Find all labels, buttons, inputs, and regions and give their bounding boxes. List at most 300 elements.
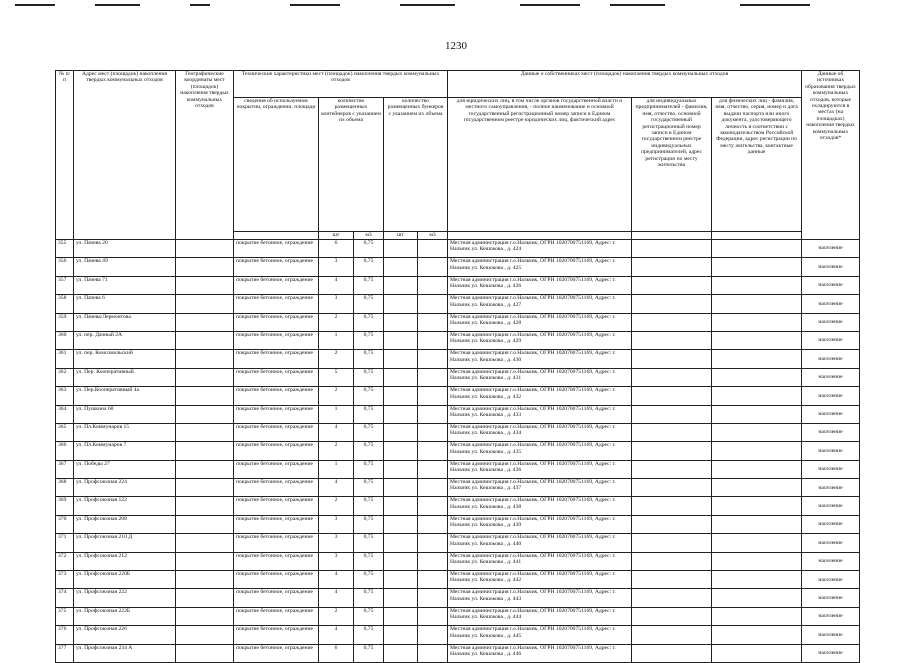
row-source: население: [802, 589, 860, 607]
row-bunker-volume: [418, 423, 448, 441]
row-source: население: [802, 607, 860, 625]
row-geo: [176, 442, 234, 460]
row-source: население: [802, 258, 860, 276]
row-legal-entity: Местная администрация г.о.Нальчик, ОГРН 1020700751169, Адрес: г. Нальчик ул. Кешокова , д. 443: [448, 589, 632, 607]
table-row: [56, 331, 860, 349]
row-address: ул. Пачева 6: [74, 295, 176, 313]
row-cover: покрытие бетонное, ограждение: [234, 442, 319, 460]
row-cover: покрытие бетонное, ограждение: [234, 534, 319, 552]
row-address: ул. Победы 27: [74, 460, 176, 478]
row-cover: покрытие бетонное, ограждение: [234, 497, 319, 515]
row-cover: покрытие бетонное, ограждение: [234, 479, 319, 497]
row-bunker-count: [384, 644, 418, 662]
row-bunker-count: [384, 350, 418, 368]
row-address: ул. Пачева/Лермонтова: [74, 313, 176, 331]
row-bunker-volume: [418, 497, 448, 515]
row-source: население: [802, 276, 860, 294]
row-source: население: [802, 552, 860, 570]
table-row: [56, 534, 860, 552]
row-entrepreneur: [632, 405, 712, 423]
row-container-count: 3: [319, 552, 354, 570]
row-source: население: [802, 240, 860, 258]
row-bunker-volume: [418, 258, 448, 276]
table-row: [56, 368, 860, 386]
row-container-volume: 0,75: [354, 331, 384, 349]
row-cover: покрытие бетонное, ограждение: [234, 460, 319, 478]
table-row: [56, 350, 860, 368]
row-source: население: [802, 442, 860, 460]
row-bunker-count: [384, 442, 418, 460]
row-bunker-count: [384, 423, 418, 441]
row-container-count: 2: [319, 607, 354, 625]
row-cover: покрытие бетонное, ограждение: [234, 515, 319, 533]
row-entrepreneur: [632, 258, 712, 276]
table-row: [56, 497, 860, 515]
row-container-count: 3: [319, 515, 354, 533]
row-bunker-volume: [418, 552, 448, 570]
row-entrepreneur: [632, 331, 712, 349]
table-row: [56, 571, 860, 589]
row-address: ул. Профсоюзная 208: [74, 515, 176, 533]
row-legal-entity: Местная администрация г.о.Нальчик, ОГРН 1020700751169, Адрес: г. Нальчик ул. Кешокова , д. 429: [448, 331, 632, 349]
row-address: ул. Пл.Коммунаров 7: [74, 442, 176, 460]
row-source: население: [802, 571, 860, 589]
row-geo: [176, 313, 234, 331]
scan-artifact-8: [740, 4, 810, 6]
row-number: 373: [56, 571, 74, 589]
table-row: [56, 423, 860, 441]
row-entrepreneur: [632, 350, 712, 368]
row-geo: [176, 497, 234, 515]
row-bunker-count: [384, 571, 418, 589]
row-bunker-volume: [418, 331, 448, 349]
row-geo: [176, 571, 234, 589]
row-person: [712, 313, 802, 331]
row-bunker-count: [384, 313, 418, 331]
table-row: [56, 479, 860, 497]
row-bunker-volume: [418, 368, 448, 386]
row-source: население: [802, 405, 860, 423]
row-number: 366: [56, 442, 74, 460]
row-legal-entity: Местная администрация г.о.Нальчик, ОГРН 1020700751169, Адрес: г. Нальчик ул. Кешокова , д. 446: [448, 644, 632, 662]
scan-artifact-1: [15, 4, 55, 6]
row-person: [712, 442, 802, 460]
row-number: 371: [56, 534, 74, 552]
table-row: [56, 644, 860, 662]
row-person: [712, 515, 802, 533]
row-cover: покрытие бетонное, ограждение: [234, 295, 319, 313]
row-bunker-volume: [418, 405, 448, 423]
row-number: 374: [56, 589, 74, 607]
row-container-volume: 0,75: [354, 276, 384, 294]
header-address: Адрес мест (площадок) накопления твердых коммунальных отходов: [74, 71, 176, 240]
row-address: ул. Профсоюзная 122: [74, 497, 176, 515]
row-entrepreneur: [632, 423, 712, 441]
row-address: ул. Профсоюзная 234 А: [74, 644, 176, 662]
row-cover: покрытие бетонное, ограждение: [234, 423, 319, 441]
row-cover: покрытие бетонное, ограждение: [234, 571, 319, 589]
row-person: [712, 258, 802, 276]
row-entrepreneur: [632, 240, 712, 258]
table-row: [56, 515, 860, 533]
row-person: [712, 276, 802, 294]
table-row: [56, 276, 860, 294]
row-legal-entity: Местная администрация г.о.Нальчик, ОГРН 1020700751169, Адрес: г. Нальчик ул. Кешокова , д. 436: [448, 460, 632, 478]
row-bunker-volume: [418, 460, 448, 478]
header-sources: Данные об источниках образования твердых коммунальных отходов, которые складируются в местах (на площадках) накопления твердых коммунальных отходов*: [802, 71, 860, 240]
row-source: население: [802, 368, 860, 386]
row-container-count: 6: [319, 644, 354, 662]
row-entrepreneur: [632, 571, 712, 589]
row-cover: покрытие бетонное, ограждение: [234, 589, 319, 607]
row-source: население: [802, 460, 860, 478]
row-source: население: [802, 534, 860, 552]
row-cover: покрытие бетонное, ограждение: [234, 258, 319, 276]
row-person: [712, 479, 802, 497]
row-number: 370: [56, 515, 74, 533]
row-number: 359: [56, 313, 74, 331]
row-address: ул. Пушкина 60: [74, 405, 176, 423]
row-bunker-count: [384, 589, 418, 607]
unit-containers-m3: м3: [354, 232, 384, 240]
row-person: [712, 534, 802, 552]
row-entrepreneur: [632, 607, 712, 625]
row-geo: [176, 295, 234, 313]
row-number: 364: [56, 405, 74, 423]
row-legal-entity: Местная администрация г.о.Нальчик, ОГРН 1020700751169, Адрес: г. Нальчик ул. Кешокова , д. 435: [448, 442, 632, 460]
row-number: 377: [56, 644, 74, 662]
row-geo: [176, 258, 234, 276]
row-person: [712, 331, 802, 349]
row-container-count: 6: [319, 240, 354, 258]
row-address: ул. Профсоюзная 224: [74, 479, 176, 497]
table-row: [56, 240, 860, 258]
row-legal-entity: Местная администрация г.о.Нальчик, ОГРН 1020700751169, Адрес: г. Нальчик ул. Кешокова , д. 427: [448, 295, 632, 313]
row-person: [712, 350, 802, 368]
row-bunker-count: [384, 552, 418, 570]
row-legal-entity: Местная администрация г.о.Нальчик, ОГРН 1020700751169, Адрес: г. Нальчик ул. Кешокова , д. 426: [448, 276, 632, 294]
row-container-count: 4: [319, 479, 354, 497]
row-cover: покрытие бетонное, ограждение: [234, 552, 319, 570]
row-legal-entity: Местная администрация г.о.Нальчик, ОГРН 1020700751169, Адрес: г. Нальчик ул. Кешокова , д. 437: [448, 479, 632, 497]
row-cover: покрытие бетонное, ограждение: [234, 644, 319, 662]
row-container-count: 2: [319, 350, 354, 368]
row-geo: [176, 240, 234, 258]
row-address: ул. Пачева 71: [74, 276, 176, 294]
row-container-count: 3: [319, 534, 354, 552]
registry-table: [55, 70, 860, 663]
row-container-volume: 0,75: [354, 387, 384, 405]
scan-artifact-6: [520, 4, 580, 6]
row-source: население: [802, 515, 860, 533]
table-row: [56, 405, 860, 423]
row-source: население: [802, 626, 860, 644]
row-container-volume: 0,75: [354, 295, 384, 313]
row-container-volume: 0,75: [354, 626, 384, 644]
row-bunker-count: [384, 460, 418, 478]
row-container-volume: 0,75: [354, 607, 384, 625]
row-container-volume: 0,75: [354, 423, 384, 441]
row-container-volume: 0,75: [354, 589, 384, 607]
row-geo: [176, 350, 234, 368]
unit-person-empty: [712, 232, 802, 240]
row-number: 375: [56, 607, 74, 625]
header-num: № п/п: [56, 71, 74, 240]
row-bunker-count: [384, 276, 418, 294]
row-container-count: 4: [319, 589, 354, 607]
row-address: ул. пер. Дачный 2А: [74, 331, 176, 349]
row-entrepreneur: [632, 276, 712, 294]
row-bunker-count: [384, 515, 418, 533]
row-bunker-volume: [418, 479, 448, 497]
row-bunker-volume: [418, 644, 448, 662]
row-bunker-volume: [418, 607, 448, 625]
row-number: 365: [56, 423, 74, 441]
row-number: 357: [56, 276, 74, 294]
table-row: [56, 626, 860, 644]
row-geo: [176, 515, 234, 533]
scan-artifact-4: [290, 4, 340, 6]
table-row: [56, 607, 860, 625]
row-address: ул. Пачева 49: [74, 258, 176, 276]
row-entrepreneur: [632, 534, 712, 552]
row-entrepreneur: [632, 442, 712, 460]
row-container-volume: 0,75: [354, 313, 384, 331]
row-number: 363: [56, 387, 74, 405]
row-bunker-count: [384, 497, 418, 515]
row-entrepreneur: [632, 644, 712, 662]
row-source: население: [802, 331, 860, 349]
row-container-count: 4: [319, 571, 354, 589]
row-number: 358: [56, 295, 74, 313]
page-number: 1230: [445, 40, 467, 52]
header-tech-group: Технические характеристики мест (площадок) накопления твердых коммунальных отходов: [234, 71, 448, 98]
table-row: [56, 442, 860, 460]
registry-rows: [56, 240, 860, 663]
row-number: 367: [56, 460, 74, 478]
row-entrepreneur: [632, 368, 712, 386]
scan-artifact-5: [400, 4, 455, 6]
row-source: население: [802, 350, 860, 368]
row-bunker-count: [384, 626, 418, 644]
row-number: 376: [56, 626, 74, 644]
row-person: [712, 460, 802, 478]
row-container-volume: 0,75: [354, 258, 384, 276]
row-container-count: 3: [319, 258, 354, 276]
row-bunker-volume: [418, 313, 448, 331]
row-cover: покрытие бетонное, ограждение: [234, 240, 319, 258]
table-row: [56, 295, 860, 313]
table-row: [56, 589, 860, 607]
row-bunker-volume: [418, 571, 448, 589]
row-bunker-count: [384, 258, 418, 276]
row-number: 372: [56, 552, 74, 570]
row-person: [712, 571, 802, 589]
row-source: население: [802, 497, 860, 515]
row-address: ул. Профсоюзная 222Б: [74, 607, 176, 625]
unit-bunkers-m3: м3: [418, 232, 448, 240]
row-cover: покрытие бетонное, ограждение: [234, 313, 319, 331]
row-legal-entity: Местная администрация г.о.Нальчик, ОГРН 1020700751169, Адрес: г. Нальчик ул. Кешокова , д. 434: [448, 423, 632, 441]
header-legal: для юридических лиц, в том числе органов государственной власти и местного самоуправления, - полное наименование и основной государственный регистрационный номер записи в Едином государственном реестре юридических лиц, фактический адрес: [448, 98, 632, 232]
row-container-volume: 0,75: [354, 442, 384, 460]
row-bunker-count: [384, 331, 418, 349]
row-source: население: [802, 423, 860, 441]
row-entrepreneur: [632, 589, 712, 607]
row-person: [712, 405, 802, 423]
row-cover: покрытие бетонное, ограждение: [234, 607, 319, 625]
row-number: 369: [56, 497, 74, 515]
row-person: [712, 644, 802, 662]
row-container-count: 4: [319, 423, 354, 441]
row-container-count: 3: [319, 295, 354, 313]
row-legal-entity: Местная администрация г.о.Нальчик, ОГРН 1020700751169, Адрес: г. Нальчик ул. Кешокова , д. 444: [448, 607, 632, 625]
table-row: [56, 258, 860, 276]
row-geo: [176, 387, 234, 405]
row-container-count: 2: [319, 387, 354, 405]
row-bunker-volume: [418, 295, 448, 313]
row-geo: [176, 479, 234, 497]
row-geo: [176, 368, 234, 386]
row-legal-entity: Местная администрация г.о.Нальчик, ОГРН 1020700751169, Адрес: г. Нальчик ул. Кешокова , д. 433: [448, 405, 632, 423]
row-bunker-volume: [418, 589, 448, 607]
row-container-volume: 0,75: [354, 479, 384, 497]
row-legal-entity: Местная администрация г.о.Нальчик, ОГРН 1020700751169, Адрес: г. Нальчик ул. Кешокова , д. 441: [448, 552, 632, 570]
header-ip: для индивидуальных предпринимателей - фамилия, имя, отчество, основной государственный регистрационный номер записи в Едином государственном реестре индивидуальных предпринимателей, адрес регистрации по месту жительства: [632, 98, 712, 232]
header-geo: Географические координаты мест (площадок) накопления твердых коммунальных отходов: [176, 71, 234, 240]
row-person: [712, 497, 802, 515]
row-cover: покрытие бетонное, ограждение: [234, 405, 319, 423]
row-container-volume: 0,75: [354, 240, 384, 258]
scan-artifact-7: [610, 4, 665, 6]
row-legal-entity: Местная администрация г.о.Нальчик, ОГРН 1020700751169, Адрес: г. Нальчик ул. Кешокова , д. 424: [448, 240, 632, 258]
row-geo: [176, 405, 234, 423]
row-entrepreneur: [632, 295, 712, 313]
header-person: для физических лиц - фамилия, имя, отчество, серия, номер и дата выдачи паспорта или иного документа, удостоверяющего личность в соответствии с законодательством Российской Федерации, адрес регистрации по месту жительства, контактные данные: [712, 98, 802, 232]
row-container-volume: 0,75: [354, 497, 384, 515]
row-address: ул. Профсоюзная 220Б: [74, 571, 176, 589]
row-container-volume: 0,75: [354, 368, 384, 386]
row-bunker-volume: [418, 626, 448, 644]
row-address: ул. Пачева 20: [74, 240, 176, 258]
row-person: [712, 626, 802, 644]
row-legal-entity: Местная администрация г.о.Нальчик, ОГРН 1020700751169, Адрес: г. Нальчик ул. Кешокова , д. 439: [448, 515, 632, 533]
row-number: 361: [56, 350, 74, 368]
row-person: [712, 387, 802, 405]
row-address: ул. пер. Комсомольский: [74, 350, 176, 368]
header-owner-group: Данные о собственниках мест (площадок) накопления твердых коммунальных отходов: [448, 71, 802, 98]
row-legal-entity: Местная администрация г.о.Нальчик, ОГРН 1020700751169, Адрес: г. Нальчик ул. Кешокова , д. 445: [448, 626, 632, 644]
row-container-volume: 0,75: [354, 644, 384, 662]
row-geo: [176, 589, 234, 607]
row-container-count: 4: [319, 626, 354, 644]
row-bunker-volume: [418, 276, 448, 294]
row-container-count: 5: [319, 368, 354, 386]
row-number: 360: [56, 331, 74, 349]
table-row: [56, 460, 860, 478]
row-source: население: [802, 479, 860, 497]
row-geo: [176, 552, 234, 570]
row-cover: покрытие бетонное, ограждение: [234, 368, 319, 386]
unit-bunkers-pcs: шт: [384, 232, 418, 240]
row-source: население: [802, 644, 860, 662]
row-person: [712, 423, 802, 441]
row-entrepreneur: [632, 479, 712, 497]
unit-containers-pcs: шт: [319, 232, 354, 240]
row-entrepreneur: [632, 387, 712, 405]
row-container-volume: 0,75: [354, 571, 384, 589]
table-row: [56, 313, 860, 331]
row-cover: покрытие бетонное, ограждение: [234, 276, 319, 294]
row-bunker-volume: [418, 240, 448, 258]
header-containers: количество размещенных контейнеров с указанием их объема: [319, 98, 384, 232]
row-source: население: [802, 295, 860, 313]
row-entrepreneur: [632, 552, 712, 570]
row-container-volume: 0,75: [354, 350, 384, 368]
row-container-count: 1: [319, 405, 354, 423]
row-geo: [176, 460, 234, 478]
row-number: 355: [56, 240, 74, 258]
row-entrepreneur: [632, 626, 712, 644]
scan-artifact-3: [190, 4, 210, 6]
table-row: [56, 387, 860, 405]
row-geo: [176, 607, 234, 625]
row-person: [712, 589, 802, 607]
unit-ip-empty: [632, 232, 712, 240]
row-person: [712, 368, 802, 386]
row-legal-entity: Местная администрация г.о.Нальчик, ОГРН 1020700751169, Адрес: г. Нальчик ул. Кешокова , д. 438: [448, 497, 632, 515]
row-address: ул. Пл.Коммунаров 15: [74, 423, 176, 441]
row-container-count: 1: [319, 331, 354, 349]
row-bunker-count: [384, 240, 418, 258]
row-legal-entity: Местная администрация г.о.Нальчик, ОГРН 1020700751169, Адрес: г. Нальчик ул. Кешокова , д. 428: [448, 313, 632, 331]
row-address: ул. Пер.Кооперативный 4а: [74, 387, 176, 405]
row-legal-entity: Местная администрация г.о.Нальчик, ОГРН 1020700751169, Адрес: г. Нальчик ул. Кешокова , д. 425: [448, 258, 632, 276]
row-number: 356: [56, 258, 74, 276]
row-container-count: 2: [319, 313, 354, 331]
unit-legal-empty: [448, 232, 632, 240]
row-bunker-count: [384, 607, 418, 625]
row-container-count: 4: [319, 276, 354, 294]
row-bunker-volume: [418, 350, 448, 368]
row-bunker-count: [384, 534, 418, 552]
row-address: ул. Профсоюзная 222: [74, 589, 176, 607]
row-container-count: 2: [319, 497, 354, 515]
row-container-volume: 0,75: [354, 405, 384, 423]
row-person: [712, 552, 802, 570]
row-geo: [176, 626, 234, 644]
row-legal-entity: Местная администрация г.о.Нальчик, ОГРН 1020700751169, Адрес: г. Нальчик ул. Кешокова , д. 432: [448, 387, 632, 405]
row-address: ул. Профсоюзная 226: [74, 626, 176, 644]
row-bunker-count: [384, 295, 418, 313]
row-source: население: [802, 313, 860, 331]
row-container-volume: 0,75: [354, 534, 384, 552]
row-legal-entity: Местная администрация г.о.Нальчик, ОГРН 1020700751169, Адрес: г. Нальчик ул. Кешокова , д. 442: [448, 571, 632, 589]
row-container-count: 1: [319, 460, 354, 478]
row-geo: [176, 644, 234, 662]
row-bunker-count: [384, 479, 418, 497]
row-address: ул. Профсоюзная 212: [74, 552, 176, 570]
header-cover: сведения об используемом покрытии, ограждении, площади: [234, 98, 319, 232]
row-person: [712, 240, 802, 258]
row-geo: [176, 423, 234, 441]
row-container-volume: 0,75: [354, 552, 384, 570]
scan-artifact-2: [95, 4, 140, 6]
row-legal-entity: Местная администрация г.о.Нальчик, ОГРН 1020700751169, Адрес: г. Нальчик ул. Кешокова , д. 431: [448, 368, 632, 386]
row-container-count: 2: [319, 442, 354, 460]
row-person: [712, 295, 802, 313]
unit-cover-empty: [234, 232, 319, 240]
